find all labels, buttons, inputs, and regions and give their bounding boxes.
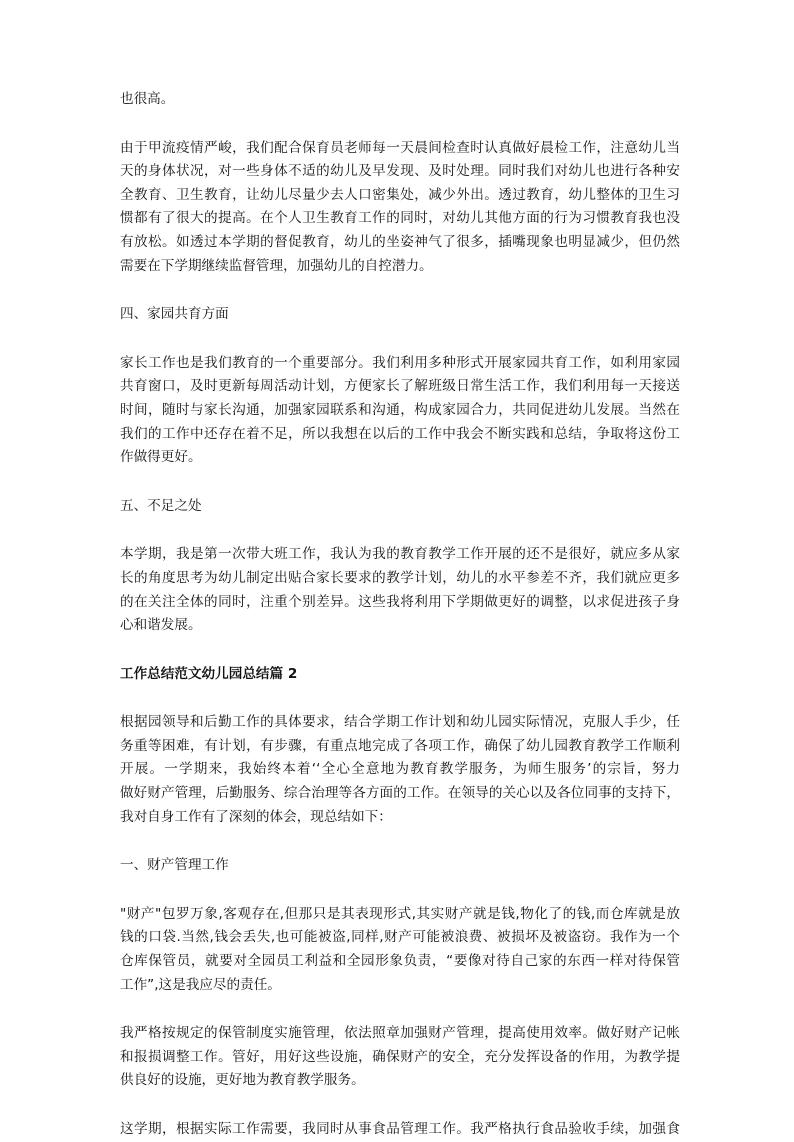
text-line: 惯都有了很大的提高。在个人卫生教育工作的同时，对幼儿其他方面的行为习惯教育我也没 <box>120 210 680 227</box>
text-line: 工作”,这是我应尽的责任。 <box>120 976 281 993</box>
text-line: 作做得更好。 <box>120 449 202 466</box>
text-line: 做好财产管理，后勤服务、综合治理等各方面的工作。在领导的关心以及各位同事的支持下， <box>120 785 680 802</box>
paragraph-intro <box>120 711 680 829</box>
text-line: 和报损调整工作。管好，用好这些设施，确保财产的安全，充分发挥设备的作用，为教学提 <box>120 1048 680 1065</box>
text-line: 长的角度思考为幼儿制定出贴合家长要求的教学计划，幼儿的水平参差不齐，我们就应更多 <box>120 569 680 586</box>
text-line: 本学期，我是第一次带大班工作，我认为我的教育教学工作开展的还不是很好，就应多从家 <box>120 546 680 563</box>
text-line: 开展。一学期来，我始终本着‘‘全心全意地为教育教学服务，为师生服务’的宗旨，努力 <box>120 761 680 778</box>
paragraph-hygiene <box>120 137 680 279</box>
paragraph-storage <box>120 1022 680 1093</box>
text-line: 我严格按规定的保管制度实施管理，依法照章加强财产管理，提高使用效率。做好财产记帐 <box>120 1025 680 1042</box>
text-line: 根据园领导和后勤工作的具体要求，结合学期工作计划和幼儿园实际情况，克服人手少，任 <box>120 714 680 731</box>
text-line: "财产"包罗万象,客观存在,但那只是其表现形式,其实财产就是钱,物化了的钱,而仓库就是放 <box>120 905 680 922</box>
article-title: 工作总结范文幼儿园总结篇 2 <box>120 665 298 682</box>
paragraph-shortcomings <box>120 543 680 637</box>
paragraph-parents <box>120 352 680 470</box>
paragraph-continuation <box>120 88 680 112</box>
text-line: 心和谐发展。 <box>120 617 202 634</box>
text-line: 这学期，根据实际工作需要，我同时从事食品管理工作。我严格执行食品验收手续，加强食 <box>120 1121 680 1137</box>
text-line: 有放松。如透过本学期的督促教育，幼儿的坐姿神气了很多，插嘴现象也明显减少，但仍然 <box>120 233 680 250</box>
text-line: 需要在下学期继续监督管理，加强幼儿的自控潜力。 <box>120 257 433 274</box>
text-line: 我们的工作中还存在着不足，所以我想在以后的工作中我会不断实践和总结，争取将这份工 <box>120 425 680 442</box>
document-page <box>120 88 680 1142</box>
text-line: 供良好的设施，更好地为教育教学服务。 <box>120 1072 365 1089</box>
text-line: 家长工作也是我们教育的一个重要部分。我们利用多种形式开展家园共育工作，如利用家园 <box>120 354 680 371</box>
section-heading-home-school: 四、家园共育方面 <box>120 306 229 323</box>
text-line: 也很高。 <box>120 91 175 107</box>
text-line: 钱的口袋.当然,钱会丢失,也可能被盗,同样,财产可能被浪费、被损坏及被盗窃。我作为一个 <box>120 929 680 946</box>
text-line: 时间，随时与家长沟通，加强家园联系和沟通，构成家园合力，共同促进幼儿发展。当然在 <box>120 401 680 418</box>
paragraph-food <box>120 1118 680 1142</box>
text-line: 共育窗口，及时更新每周活动计划，方便家长了解班级日常生活工作，我们利用每一天接送 <box>120 378 680 395</box>
paragraph-property <box>120 903 680 997</box>
text-line: 由于甲流疫情严峻，我们配合保育员老师每一天晨间检查时认真做好晨检工作，注意幼儿当 <box>120 139 680 156</box>
text-line: 的在关注全体的同时，注重个别差异。这些我将利用下学期做更好的调整，以求促进孩子身 <box>120 593 680 610</box>
text-line: 天的身体状况，对一些身体不适的幼儿及早发现、及时处理。同时我们对幼儿也进行各种安 <box>120 163 680 180</box>
section-heading-property: 一、财产管理工作 <box>120 857 229 874</box>
text-line: 全教育、卫生教育，让幼儿尽量少去人口密集处，减少外出。透过教育，幼儿整体的卫生习 <box>120 186 680 203</box>
text-line: 务重等困难，有计划，有步骤，有重点地完成了各项工作，确保了幼儿园教育教学工作顺利 <box>120 737 680 754</box>
section-heading-shortcomings: 五、不足之处 <box>120 497 202 514</box>
text-line: 仓库保管员，就要对全园员工利益和全园形象负责，“要像对待自己家的东西一样对待保管 <box>120 953 680 970</box>
text-line: 我对自身工作有了深刻的体会，现总结如下： <box>120 808 392 825</box>
